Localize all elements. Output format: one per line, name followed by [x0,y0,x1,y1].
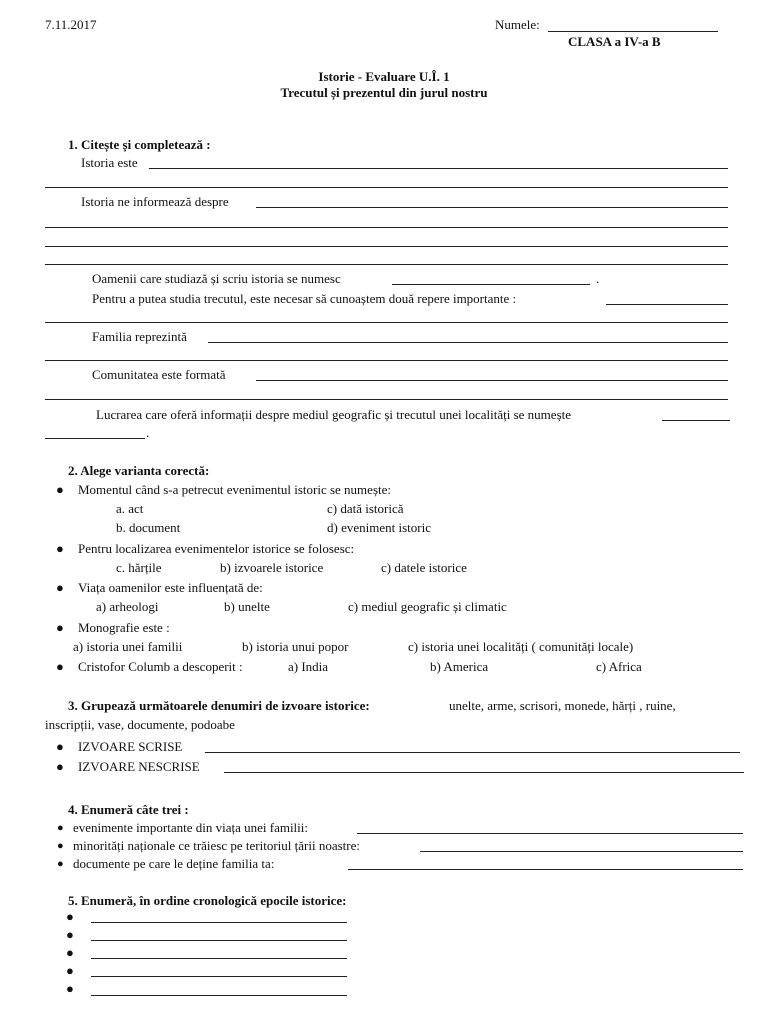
answer-line[interactable] [45,399,728,400]
ex1-prompt-istoria: Istoria este [81,155,138,170]
bullet-icon: ● [56,541,64,556]
ex2-q5-option-b[interactable]: b) America [430,659,489,674]
answer-line[interactable] [224,772,744,773]
ex1-prompt-familia: Familia reprezintă [92,329,187,344]
bullet-icon: ● [57,840,64,852]
ex2-q1-option-c[interactable]: c) dată istorică [327,501,404,516]
ex2-q5-option-c[interactable]: c) Africa [596,659,642,674]
page-title: Istorie - Evaluare U.Î. 1 [318,69,450,84]
answer-line[interactable] [348,869,743,870]
answer-line[interactable] [606,304,728,305]
answer-line[interactable] [45,438,145,439]
ex1-period: . [596,271,600,286]
answer-line[interactable] [45,360,728,361]
ex3-heading: 3. Grupează următoarele denumiri de izvoare istorice: [68,698,370,713]
answer-line[interactable] [91,940,347,941]
ex2-question-2: Pentru localizarea evenimentelor istorice se folosesc: [78,541,355,556]
bullet-icon: ● [66,945,74,960]
bullet-icon: ● [56,659,64,674]
ex2-question-3: Viața oamenilor este influențată de: [78,580,263,595]
ex1-prompt-monografie: Lucrarea care oferă informații despre mediul geografic și trecutul unei localități se numește [96,407,572,422]
answer-line[interactable] [256,207,728,208]
ex1-prompt-informeaza: Istoria ne informează despre [81,194,229,209]
ex1-prompt-oamenii: Oamenii care studiază și scriu istoria se numesc [92,271,341,286]
ex4-item-evenimente: evenimente importante din viața unei familii: [73,820,309,835]
ex2-question-4: Monografie este : [78,620,170,635]
bullet-icon: ● [56,759,64,774]
bullet-icon: ● [66,927,74,942]
date: 7.11.2017 [45,17,97,32]
ex1-period: . [146,425,150,440]
bullet-icon: ● [66,981,74,996]
name-label: Numele: [495,17,540,32]
ex2-q3-option-c[interactable]: c) mediul geografic și climatic [348,599,507,614]
answer-line[interactable] [420,851,743,852]
ex5-heading: 5. Enumeră, în ordine cronologică epocile istorice: [68,893,347,908]
bullet-icon: ● [56,580,64,595]
ex2-q3-option-b[interactable]: b) unelte [224,599,270,614]
answer-line[interactable] [91,976,347,977]
ex3-items-line2: inscripții, vase, documente, podoabe [45,717,235,732]
answer-line[interactable] [91,922,347,923]
bullet-icon: ● [57,822,64,834]
answer-line[interactable] [45,264,728,265]
class-label: CLASA a IV-a B [568,34,661,49]
answer-line[interactable] [45,187,728,188]
answer-line[interactable] [392,284,590,285]
ex2-q4-option-c[interactable]: c) istoria unei localități ( comunități locale) [408,639,634,654]
page-subtitle: Trecutul și prezentul din jurul nostru [280,85,488,100]
bullet-icon: ● [56,620,64,635]
ex2-q1-option-a[interactable]: a. act [116,501,144,516]
answer-line[interactable] [149,168,728,169]
answer-line[interactable] [45,322,728,323]
ex1-prompt-comunitatea: Comunitatea este formată [92,367,226,382]
answer-line[interactable] [91,958,347,959]
izvoare-scrise-label: IZVOARE SCRISE [78,739,183,754]
bullet-icon: ● [66,909,74,924]
answer-line[interactable] [662,420,730,421]
ex2-q5-option-a[interactable]: a) India [288,659,329,674]
ex2-q4-option-b[interactable]: b) istoria unui popor [242,639,349,654]
ex4-item-documente: documente pe care le deține familia ta: [73,856,275,871]
name-field-line[interactable] [548,31,718,32]
bullet-icon: ● [66,963,74,978]
answer-line[interactable] [91,995,347,996]
ex3-items-line1: unelte, arme, scrisori, monede, hărți , ruine, [449,698,676,713]
ex2-q2-option-b[interactable]: b) izvoarele istorice [220,560,324,575]
ex1-prompt-repere: Pentru a putea studia trecutul, este necesar să cunoaștem două repere importante : [92,291,517,306]
ex2-q3-option-a[interactable]: a) arheologi [96,599,159,614]
answer-line[interactable] [256,380,728,381]
bullet-icon: ● [56,482,64,497]
ex2-q1-option-b[interactable]: b. document [116,520,181,535]
ex2-q2-option-c[interactable]: c) datele istorice [381,560,467,575]
bullet-icon: ● [57,858,64,870]
ex2-question-1: Momentul când s-a petrecut evenimentul istoric se numește: [78,482,391,497]
ex1-heading: 1. Citește și completează : [68,137,211,152]
answer-line[interactable] [208,342,728,343]
bullet-icon: ● [56,739,64,754]
izvoare-nescrise-label: IZVOARE NESCRISE [78,759,200,774]
answer-line[interactable] [45,246,728,247]
ex2-q4-option-a[interactable]: a) istoria unei familii [73,639,183,654]
answer-line[interactable] [205,752,740,753]
ex2-q2-option-a[interactable]: c. hărțile [116,560,162,575]
answer-line[interactable] [357,833,743,834]
ex2-heading: 2. Alege varianta corectă: [68,463,210,478]
ex4-heading: 4. Enumeră câte trei : [68,802,189,817]
ex2-question-5: Cristofor Columb a descoperit : [78,659,243,674]
ex4-item-minoritati: minorități naționale ce trăiesc pe teritoriul țării noastre: [73,838,360,853]
answer-line[interactable] [45,227,728,228]
ex2-q1-option-d[interactable]: d) eveniment istoric [327,520,431,535]
